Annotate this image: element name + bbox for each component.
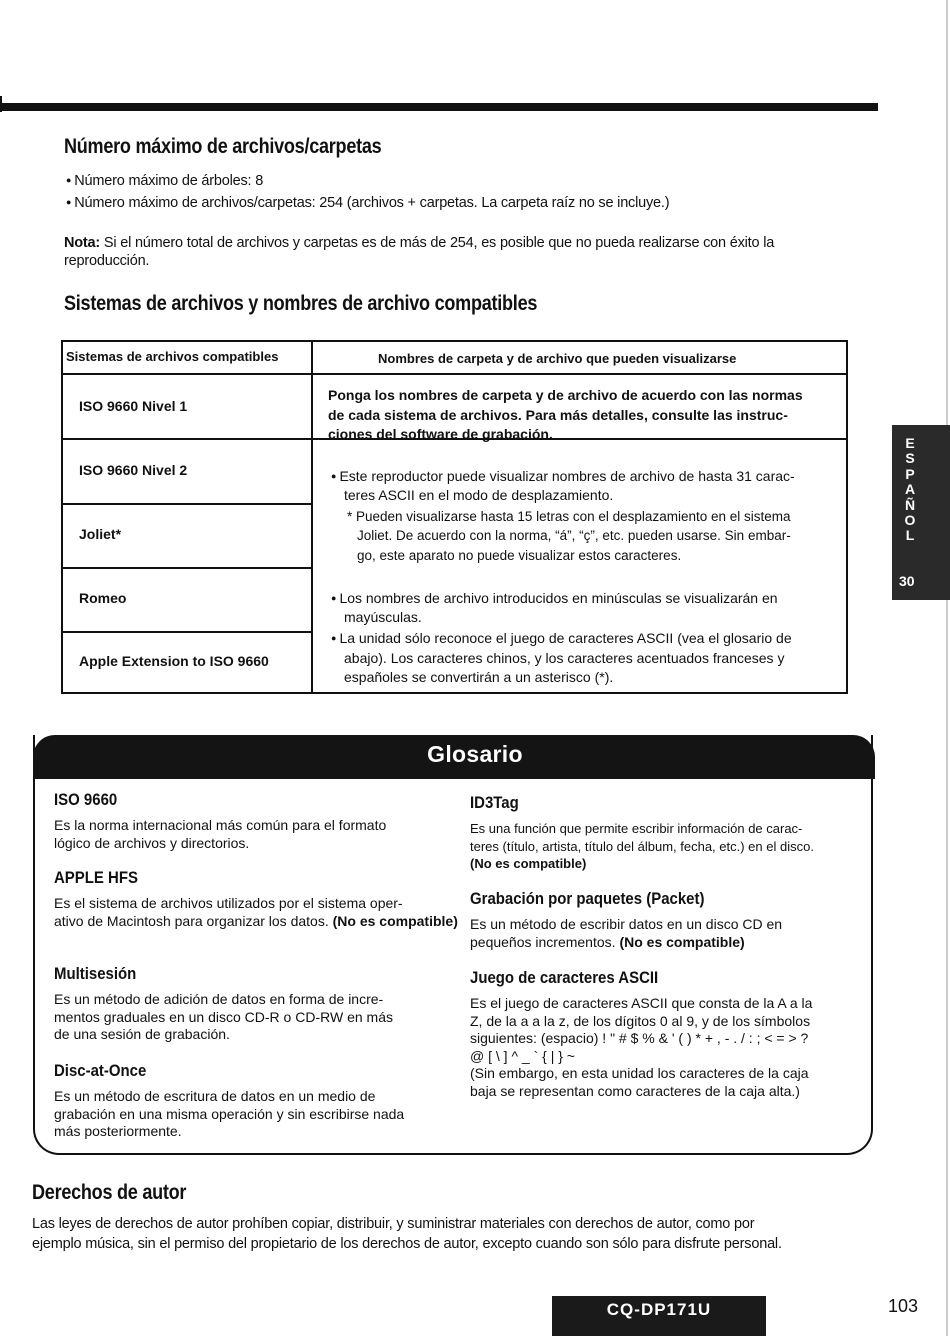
table-row-iso-level1: ISO 9660 Nivel 1 [79,398,188,414]
page-number: 103 [888,1296,919,1316]
glossary-def-packet: Es un método de escribir datos en un disco CD en pequeños incrementos. (No es compatible) [470,916,783,950]
table-footnote-joliet-line2: Joliet. De acuerdo con la norma, “á”, “ç”, etc. pueden usarse. Sin embar- [357,528,791,543]
table-bullet-31-chars-line2: teres ASCII en el modo de desplazamiento. [344,487,614,503]
table-bullet-uppercase: ● Los nombres de archivo introducidos en minúsculas se visualizarán en [331,588,778,610]
table-footnote-joliet-line3: go, este aparato no puede visualizar estos caracteres. [357,548,682,563]
table-row-joliet: Joliet* [79,526,122,542]
table-header-right: Nombres de carpeta y de archivo que pueden visualizarse [378,351,737,366]
glossary-term-iso9660: ISO 9660 [54,790,118,809]
copyright-paragraph: Las leyes de derechos de autor prohíben copiar, distribuir, y suministrar materiales con derechos de autor, como por [32,1216,755,1232]
table-row-romeo: Romeo [79,590,127,606]
glossary-term-ascii: Juego de caracteres ASCII [470,968,659,987]
table-bullet-ascii-line2: abajo). Los caracteres chinos, y los caracteres acentuados franceses y [344,650,785,666]
bullet-max-files: ● Número máximo de archivos/carpetas: 254 (archivos + carpetas. La carpeta raíz no se incluye.) [66,194,669,214]
glossary-def-apple-hfs: Es el sistema de archivos utilizados por el sistema oper- ativo de Macintosh para organizar los datos. (No es compatible) [54,895,458,929]
table-row-rule [63,631,311,633]
model-number: CQ-DP171U [606,1300,712,1319]
table-row-iso-level2: ISO 9660 Nivel 2 [79,462,188,478]
page-edge [946,0,948,1336]
top-rule [0,103,878,111]
table-header-left: Sistemas de archivos compatibles [66,349,279,364]
table-bullet-ascii-line3: españoles se convertirán a un asterisco (*). [344,669,614,685]
table-bold-note-line1: Ponga los nombres de carpeta y de archivo de acuerdo con las normas [328,387,803,403]
glossary-term-apple-hfs: APPLE HFS [54,868,138,887]
table-bullet-31-chars: ● Este reproductor puede visualizar nombres de archivo de hasta 31 carac- [331,466,795,488]
note-paragraph-line2: reproducción. [64,253,150,269]
glossary-def-iso9660: Es la norma internacional más común para el formato lógico de archivos y directorios. [54,817,387,851]
table-header-rule [63,373,846,375]
glossary-term-multisession: Multisesión [54,964,137,983]
table-row-rule [63,438,311,440]
glossary-title: Glosario [427,741,523,767]
glossary-def-multisession: Es un método de adición de datos en forma de incre- mentos graduales en un disco CD-R o CD-RW en más de una sesión de grabación. [54,991,393,1042]
table-bold-note-line3: ciones del software de grabación. [328,426,553,442]
language-section-number: 30 [899,573,915,589]
glossary-def-id3tag: Es una función que permite escribir información de carac- teres (título, artista, título del álbum, fecha, etc.) en el disco. (No es compatible) [470,821,814,871]
section-title-copyright: Derechos de autor [32,1181,187,1204]
bullet-max-trees: ● Número máximo de árboles: 8 [66,172,263,192]
table-row-rule [63,567,311,569]
copyright-paragraph-line2: ejemplo música, sin el permiso del propietario de los derechos de autor, excepto cuando son sólo para disfrute personal. [32,1236,782,1252]
glossary-def-disc-at-once: Es un método de escritura de datos en un medio de grabación en una misma operación y sin escribirse nada más posteriormente. [54,1088,405,1139]
glossary-def-ascii: Es el juego de caracteres ASCII que consta de la A a la Z, de la a a la z, de los dígitos 0 al 9, y de los símbolos siguientes: (espacio) ! " # $ % & ' ( ) * + , - . / : ; < = > ? @ [ \ ] ^ _ ` { | } ~ (Sin embargo, en esta unidad los caracteres de la caja baja se representan como caracteres de la caja alta.) [470,995,813,1099]
note-label: Nota: [64,235,101,251]
table-footnote-joliet: * Pueden visualizarse hasta 15 letras con el desplazamiento en el sistema [347,509,791,524]
table-bold-note-line2: de cada sistema de archivos. Para más detalles, consulte las instruc- [328,407,788,423]
table-row-rule [63,503,311,505]
glossary-term-disc-at-once: Disc-at-Once [54,1061,147,1080]
table-divider-vertical [311,342,313,692]
section-title-file-systems: Sistemas de archivos y nombres de archivo compatibles [64,292,538,315]
language-side-tab-letters: E S P A Ñ O L [904,435,916,544]
note-paragraph: Nota: Si el número total de archivos y carpetas es de más de 254, es posible que no pueda realizarse con éxito la [64,235,775,251]
table-row-apple-extension: Apple Extension to ISO 9660 [79,653,269,669]
file-systems-table [61,340,848,694]
section-title-max-files: Número máximo de archivos/carpetas [64,135,382,158]
table-bullet-ascii: ● La unidad sólo reconoce el juego de caracteres ASCII (vea el glosario de [331,628,792,650]
glossary-term-packet: Grabación por paquetes (Packet) [470,889,705,908]
table-bullet-uppercase-line2: mayúsculas. [344,609,422,625]
glossary-term-id3tag: ID3Tag [470,793,519,812]
